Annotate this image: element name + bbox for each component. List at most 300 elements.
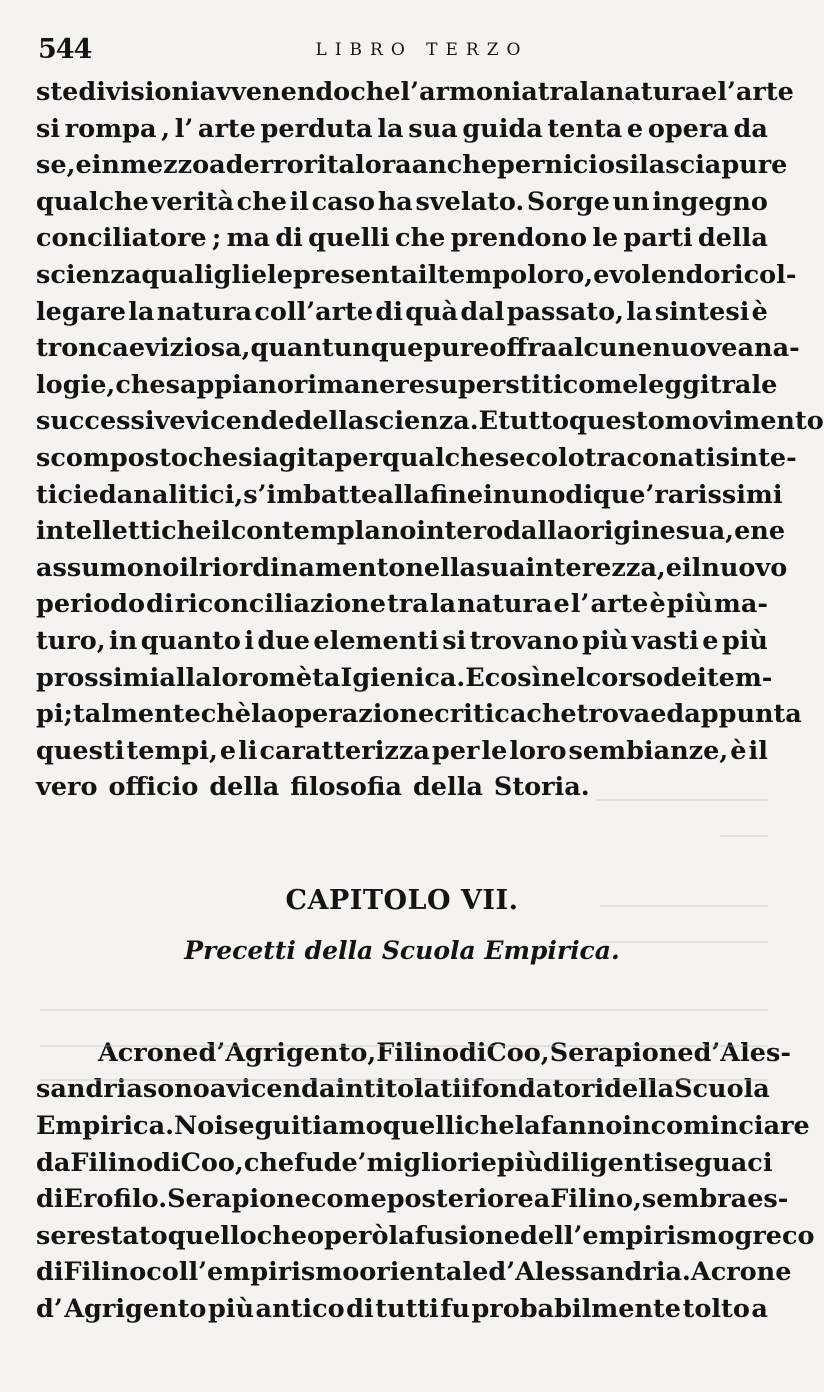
word: intero xyxy=(416,516,504,547)
word: natura xyxy=(457,589,553,620)
word: che xyxy=(395,223,446,254)
word: quello xyxy=(167,1220,257,1251)
word: ma xyxy=(226,223,271,254)
word: quali xyxy=(141,259,214,290)
word: più xyxy=(582,625,629,656)
word: quà xyxy=(405,296,459,327)
word: di xyxy=(275,223,303,254)
word: corso xyxy=(585,662,664,693)
word: guida xyxy=(462,113,543,144)
word: greco xyxy=(734,1220,815,1251)
word: e xyxy=(734,516,751,547)
text-line xyxy=(36,330,800,367)
word: che xyxy=(115,369,166,400)
word: legare xyxy=(36,296,126,327)
word: ricol- xyxy=(720,259,797,290)
word: ; xyxy=(211,223,222,254)
word: questo xyxy=(568,406,665,437)
word: ad xyxy=(209,150,244,181)
word: Acrone xyxy=(98,1037,199,1068)
word: prendono xyxy=(450,223,587,254)
word: rimanere xyxy=(293,369,425,400)
word: prossimi xyxy=(36,662,160,693)
word: , xyxy=(161,113,171,144)
word: più xyxy=(496,1147,543,1178)
word: errori xyxy=(243,150,327,181)
word: Erofilo. xyxy=(63,1184,168,1215)
text-line xyxy=(36,1145,773,1182)
word: anche xyxy=(411,150,498,181)
word: operazione xyxy=(277,699,435,730)
word: loro xyxy=(211,662,269,693)
word: è xyxy=(730,735,747,766)
text-line xyxy=(36,220,768,257)
word: d’ xyxy=(36,1294,63,1325)
word: intelletti xyxy=(36,516,162,547)
word: i xyxy=(244,625,255,656)
word: successive xyxy=(36,406,186,437)
word: divisioni xyxy=(78,77,200,107)
word: il xyxy=(748,735,768,766)
word: trovano xyxy=(469,625,579,656)
word: di xyxy=(375,296,403,327)
word: riconciliazione xyxy=(174,589,386,620)
word: l’arte xyxy=(717,77,794,107)
word: e xyxy=(219,735,237,766)
word: la xyxy=(250,699,278,730)
word: Acrone xyxy=(690,1257,792,1288)
text-line xyxy=(36,1218,815,1255)
word: passato, xyxy=(506,296,624,327)
text-line xyxy=(36,660,773,697)
word: quelli xyxy=(382,1111,465,1142)
word: sembra xyxy=(641,1184,748,1215)
word: alla xyxy=(159,662,212,693)
word: ana- xyxy=(737,333,800,364)
word: dell’empirismo xyxy=(520,1220,735,1251)
text-line xyxy=(36,147,788,184)
word: sua xyxy=(408,113,458,144)
text-line xyxy=(36,403,824,440)
word: e xyxy=(480,1147,497,1178)
word: di xyxy=(565,479,593,510)
text-line xyxy=(36,513,786,550)
word: tra xyxy=(387,589,429,620)
text-line xyxy=(36,257,797,294)
word: Igienica. xyxy=(340,662,466,693)
word: quantunque xyxy=(250,333,424,364)
word: intitolati xyxy=(335,1074,462,1105)
word: in xyxy=(109,625,138,656)
word: parti xyxy=(623,223,693,254)
word: seguaci xyxy=(663,1147,773,1178)
word: Storia. xyxy=(493,772,590,803)
word: in xyxy=(91,150,120,181)
word: che xyxy=(236,186,287,217)
word: che xyxy=(350,77,401,107)
page-number: 544 xyxy=(38,34,92,65)
word: la xyxy=(429,589,457,620)
word: arte xyxy=(197,113,256,144)
word: più xyxy=(666,589,713,620)
word: gliele xyxy=(213,259,293,290)
word: della xyxy=(697,223,768,254)
text-line xyxy=(36,74,794,111)
word: contemplano xyxy=(230,516,417,547)
word: tra xyxy=(537,77,580,107)
word: mezzo xyxy=(119,150,210,181)
text-line xyxy=(36,1108,810,1145)
word: e xyxy=(702,625,719,656)
text-line xyxy=(36,1181,789,1218)
word: nuovo xyxy=(701,552,788,583)
word: fondatori xyxy=(471,1074,605,1105)
word: interezza, xyxy=(525,552,666,583)
word: Serapione xyxy=(167,1184,311,1215)
text-line xyxy=(36,1291,768,1328)
word: fu xyxy=(440,1294,470,1325)
word: a xyxy=(751,1294,768,1325)
word: che xyxy=(464,1111,515,1142)
word: qualche xyxy=(382,442,495,473)
word: scienza xyxy=(36,259,142,290)
word: filosofia xyxy=(290,772,402,803)
word: di xyxy=(36,1184,64,1215)
word: fine xyxy=(429,479,484,510)
word: ne xyxy=(750,516,786,547)
word: stato xyxy=(96,1220,168,1251)
word: ed xyxy=(650,699,685,730)
word: es- xyxy=(747,1184,789,1215)
word: alla xyxy=(377,479,430,510)
word: E xyxy=(465,662,485,693)
word: sua xyxy=(476,552,526,583)
word: agita xyxy=(262,442,335,473)
word: per xyxy=(334,442,383,473)
word: è xyxy=(751,296,768,327)
word: volendo xyxy=(609,259,721,290)
word: opera xyxy=(647,113,729,144)
word: leggi xyxy=(638,369,710,400)
word: fu xyxy=(294,1147,324,1178)
word: sintesi xyxy=(654,296,750,327)
word: tempo xyxy=(437,259,528,290)
word: talora xyxy=(326,150,412,181)
word: natura xyxy=(156,296,253,327)
word: sandria xyxy=(36,1074,143,1105)
word: la xyxy=(514,1111,541,1142)
word: questi xyxy=(36,735,125,766)
word: per xyxy=(431,735,480,766)
word: e xyxy=(75,150,92,181)
word: di xyxy=(146,589,174,620)
word: d’Agrigento, xyxy=(198,1037,377,1068)
word: dal xyxy=(460,296,505,327)
word: tronca xyxy=(36,333,129,364)
word: tolto xyxy=(682,1294,750,1325)
word: tici xyxy=(36,479,83,510)
word: più xyxy=(207,1294,254,1325)
word: natura xyxy=(605,77,702,107)
word: Filino xyxy=(376,1037,459,1068)
word: si xyxy=(36,113,61,144)
word: e xyxy=(553,589,570,620)
word: operò xyxy=(306,1220,389,1251)
word: riordinamento xyxy=(198,552,406,583)
word: ; xyxy=(63,699,73,730)
word: tenta xyxy=(547,113,623,144)
word: sappiano xyxy=(165,369,294,400)
text-line xyxy=(36,550,788,587)
word: movimento xyxy=(664,406,824,437)
word: perduta xyxy=(260,113,373,144)
word: assumono xyxy=(36,552,180,583)
word: che xyxy=(161,516,212,547)
word: origine xyxy=(573,516,676,547)
word: superstiti xyxy=(424,369,563,400)
word: secolo xyxy=(494,442,585,473)
text-line xyxy=(36,477,783,514)
word: che xyxy=(243,1147,295,1178)
text-line xyxy=(36,769,768,806)
word: di xyxy=(36,1257,64,1288)
word: quanto xyxy=(140,625,241,656)
word: caratterizza xyxy=(259,735,430,766)
word: ha xyxy=(377,186,413,217)
text-line xyxy=(36,294,768,331)
word: perniciosi xyxy=(497,150,640,181)
word: migliori xyxy=(366,1147,481,1178)
word: seguitiamo xyxy=(224,1111,383,1142)
word: vicende xyxy=(185,406,295,437)
word: turo, xyxy=(36,625,106,656)
word: si xyxy=(442,625,467,656)
running-head xyxy=(36,32,768,72)
word: E xyxy=(478,406,499,437)
word: loro, xyxy=(527,259,594,290)
text-line xyxy=(36,623,768,660)
word: così xyxy=(484,662,542,693)
word: arte xyxy=(590,589,649,620)
word: s’ xyxy=(243,479,267,510)
word: come xyxy=(310,1184,387,1215)
word: presenta xyxy=(292,259,418,290)
word: nella xyxy=(405,552,477,583)
word: e xyxy=(593,259,610,290)
word: le xyxy=(592,223,619,254)
word: se, xyxy=(36,150,76,181)
word: de’ xyxy=(323,1147,367,1178)
word: orientale xyxy=(359,1257,489,1288)
word: di xyxy=(153,1147,181,1178)
word: il xyxy=(211,516,231,547)
word: posteriore xyxy=(386,1184,534,1215)
word: ingegno xyxy=(652,186,768,217)
text-line xyxy=(36,184,768,221)
word: Filino xyxy=(70,1147,154,1178)
word: le xyxy=(751,369,778,400)
word: que’ xyxy=(592,479,655,510)
word: tutti xyxy=(375,1294,439,1325)
word: d’ xyxy=(488,1257,516,1288)
word: logie, xyxy=(36,369,116,400)
word: diligenti xyxy=(542,1147,664,1178)
word: tra xyxy=(584,442,627,473)
word: sinte- xyxy=(715,442,797,473)
word: il xyxy=(289,186,309,217)
running-title: LIBRO TERZO xyxy=(315,40,529,60)
word: rompa xyxy=(64,113,157,144)
word: Filino xyxy=(63,1257,147,1288)
word: critica xyxy=(434,699,527,730)
word: scomposto xyxy=(36,442,188,473)
word: della xyxy=(294,406,365,437)
word: viziosa, xyxy=(145,333,251,364)
text-line xyxy=(36,440,797,477)
word: uno xyxy=(511,479,566,510)
word: incominciare xyxy=(622,1111,810,1142)
word: talmentechè xyxy=(72,699,251,730)
word: della xyxy=(412,772,483,803)
word: antico xyxy=(255,1294,345,1325)
text-line xyxy=(36,111,768,148)
word: Serapione xyxy=(549,1037,694,1068)
word: dalla xyxy=(503,516,574,547)
word: il xyxy=(179,552,199,583)
word: a xyxy=(209,1074,227,1105)
word: verità xyxy=(151,186,234,217)
word: da xyxy=(36,1147,71,1178)
word: periodo xyxy=(36,589,146,620)
paragraph-continued xyxy=(36,74,824,806)
word: imbatte xyxy=(266,479,378,510)
word: nuove xyxy=(652,333,738,364)
text-line xyxy=(36,733,768,770)
word: avvenendo xyxy=(199,77,351,107)
word: un xyxy=(612,186,650,217)
chapter-heading: CAPITOLO VII. xyxy=(285,884,519,916)
word: dei xyxy=(663,662,707,693)
word: qualche xyxy=(36,186,149,217)
word: la xyxy=(579,77,606,107)
word: elementi xyxy=(313,625,439,656)
word: l’ xyxy=(570,589,590,620)
word: a xyxy=(533,1184,551,1215)
word: Scuola xyxy=(674,1074,770,1105)
word: coll’arte xyxy=(254,296,374,327)
word: pi xyxy=(36,699,64,730)
word: ma- xyxy=(713,589,768,620)
word: Agrigento xyxy=(64,1294,207,1325)
word: della xyxy=(209,772,280,803)
word: la xyxy=(377,113,404,144)
word: che xyxy=(256,1220,307,1251)
word: in xyxy=(483,479,512,510)
word: loro xyxy=(509,735,567,766)
word: e xyxy=(128,333,146,364)
word: è xyxy=(649,589,666,620)
word: svelato. xyxy=(415,186,525,217)
word: Filino, xyxy=(550,1184,642,1215)
word: il xyxy=(681,552,702,583)
word: l’armonia xyxy=(400,77,538,107)
word: quelli xyxy=(308,223,390,254)
word: tempi, xyxy=(126,735,218,766)
word: Alessandria. xyxy=(515,1257,691,1288)
word: pure xyxy=(721,150,788,181)
word: sono xyxy=(142,1074,210,1105)
word: della xyxy=(604,1074,675,1105)
word: i xyxy=(461,1074,472,1105)
word: e xyxy=(626,113,644,144)
word: offra xyxy=(489,333,558,364)
word: fusione xyxy=(414,1220,521,1251)
word: si xyxy=(238,442,263,473)
word: come xyxy=(562,369,639,400)
word: che xyxy=(187,442,239,473)
word: li xyxy=(238,735,258,766)
word: la xyxy=(128,296,155,327)
word: Empirica. xyxy=(36,1111,174,1142)
word: d’Ales- xyxy=(693,1037,791,1068)
word: ste xyxy=(36,77,79,107)
word: analitici, xyxy=(116,479,244,510)
text-line xyxy=(36,367,778,404)
word: sere xyxy=(36,1220,97,1251)
word: che xyxy=(526,699,577,730)
word: lascia xyxy=(639,150,722,181)
word: rarissimi xyxy=(654,479,783,510)
word: di xyxy=(346,1294,374,1325)
word: il xyxy=(417,259,438,290)
word: sembianze, xyxy=(568,735,729,766)
word: mèta xyxy=(268,662,341,693)
word: officio xyxy=(108,772,199,803)
word: ed xyxy=(82,479,117,510)
word: la xyxy=(626,296,653,327)
word: Noi xyxy=(173,1111,224,1142)
text-line xyxy=(36,1035,791,1072)
word: tra xyxy=(709,369,752,400)
word: fanno xyxy=(540,1111,623,1142)
paragraph-first xyxy=(36,1035,815,1328)
word: l’ xyxy=(174,113,194,144)
word: conciliatore xyxy=(36,223,207,254)
word: la xyxy=(388,1220,415,1251)
word: appunta xyxy=(684,699,802,730)
text-line xyxy=(36,586,768,623)
word: vasti xyxy=(631,625,699,656)
word: tem- xyxy=(706,662,773,693)
word: più xyxy=(721,625,768,656)
word: Coo, xyxy=(486,1037,550,1068)
word: da xyxy=(733,113,768,144)
text-line xyxy=(36,1071,768,1108)
word: Coo, xyxy=(180,1147,244,1178)
word: vero xyxy=(36,772,98,803)
chapter-title: Precetti della Scuola Empirica. xyxy=(184,935,620,965)
word: vicenda xyxy=(226,1074,336,1105)
word: e xyxy=(665,552,682,583)
word: nel xyxy=(541,662,586,693)
word: caso xyxy=(311,186,376,217)
word: pure xyxy=(423,333,490,364)
word: scienza. xyxy=(364,406,479,437)
word: probabilmente xyxy=(471,1294,682,1325)
word: trova xyxy=(576,699,651,730)
text-line xyxy=(36,696,802,733)
word: e xyxy=(701,77,718,107)
